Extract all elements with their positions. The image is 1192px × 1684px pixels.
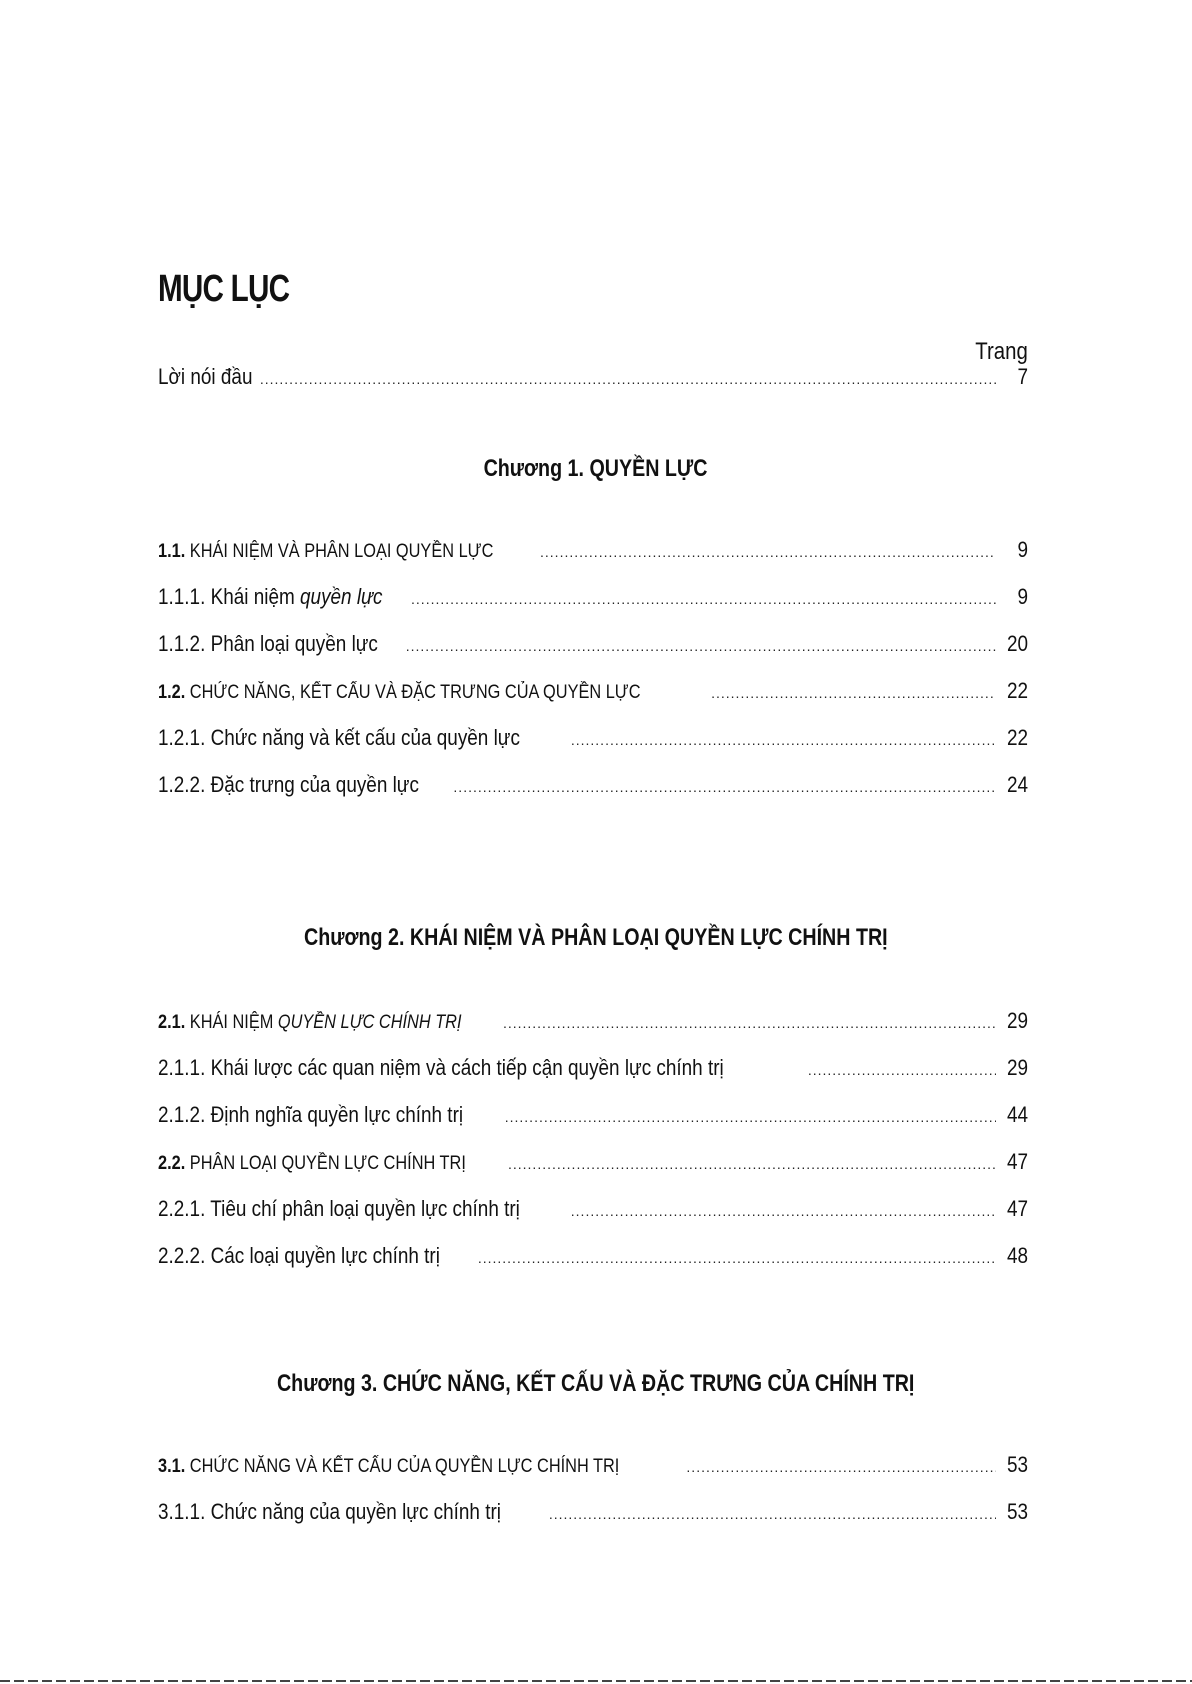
toc-entry-label: Lời nói đầu — [158, 364, 253, 389]
chapter-heading-text: Chương 2. KHÁI NIỆM VÀ PHÂN LOẠI QUYỀN LỰC CHÍNH TRỊ — [304, 924, 888, 951]
toc-entry-number: 1.1.1. — [158, 584, 206, 609]
toc-entry[interactable] — [158, 629, 1028, 659]
toc-entry-label — [158, 770, 419, 800]
toc-entry-page: 47 — [1006, 1196, 1028, 1221]
toc-entry[interactable] — [158, 1450, 1028, 1480]
toc-entry-label — [158, 723, 520, 753]
toc-entry-number: 2.1.2. — [158, 1102, 206, 1127]
toc-entry-page: 53 — [1006, 1452, 1028, 1477]
toc-entry[interactable] — [158, 1194, 1028, 1224]
toc-entry[interactable] — [158, 676, 1028, 706]
toc-entry-page: 7 — [1017, 364, 1028, 389]
toc-entry-title: Chức năng và kết cấu của quyền lực — [210, 725, 520, 750]
toc-entry-label — [158, 1100, 463, 1130]
toc-entry-page: 47 — [1006, 1149, 1028, 1174]
toc-entry-page: 29 — [1006, 1055, 1028, 1080]
toc-entry-number: 2.2.2. — [158, 1243, 206, 1268]
toc-entry-title: Khái lược các quan niệm và cách tiếp cận quyền lực chính trị — [210, 1055, 724, 1080]
dot-leader — [571, 725, 996, 755]
toc-entry-title: Tiêu chí phân loại quyền lực chính trị — [210, 1196, 520, 1221]
toc-entry[interactable] — [158, 1497, 1028, 1527]
toc-entry-intro[interactable] — [158, 362, 1028, 392]
dot-leader — [478, 1243, 996, 1273]
toc-entry-number: 2.1. — [158, 1012, 186, 1033]
toc-entry-label — [158, 1053, 724, 1083]
toc-entry-number: 1.2. — [158, 682, 186, 703]
dot-leader — [808, 1055, 996, 1085]
toc-entry[interactable] — [158, 1241, 1028, 1271]
toc-entry-label — [158, 629, 378, 659]
toc-entry-page: 53 — [1006, 1499, 1028, 1524]
page-bottom-edge — [0, 1680, 1192, 1682]
dot-leader — [549, 1499, 996, 1529]
toc-entry-label — [158, 678, 641, 708]
dot-leader — [406, 631, 996, 661]
toc-entry-title: Đặc trưng của quyền lực — [210, 772, 419, 797]
toc-entry-number: 1.1.2. — [158, 631, 206, 656]
toc-entry-label — [158, 1008, 462, 1038]
toc-entry-title: PHÂN LOẠI QUYỀN LỰC CHÍNH TRỊ — [189, 1153, 466, 1174]
dot-leader — [505, 1102, 996, 1132]
dot-leader — [503, 1008, 996, 1038]
dot-leader — [571, 1196, 996, 1226]
dot-leader — [508, 1149, 996, 1179]
dot-leader — [540, 537, 996, 567]
dot-leader — [411, 584, 996, 614]
toc-entry[interactable] — [158, 582, 1028, 612]
toc-entry-title: Chức năng của quyền lực chính trị — [210, 1499, 501, 1524]
toc-entry-title: Định nghĩa quyền lực chính trị — [210, 1102, 464, 1127]
toc-entry-page: 22 — [1006, 725, 1028, 750]
toc-entry-title: Các loại quyền lực chính trị — [210, 1243, 440, 1268]
toc-entry[interactable] — [158, 770, 1028, 800]
toc-entry-title-italic: quyền lực — [300, 584, 383, 609]
toc-entry-number: 2.2.1. — [158, 1196, 206, 1221]
toc-entry-page: 9 — [1017, 537, 1028, 562]
toc-entry-number: 3.1. — [158, 1456, 186, 1477]
toc-entry-label — [158, 1149, 466, 1179]
toc-entry[interactable] — [158, 1100, 1028, 1130]
toc-entry-label — [158, 1452, 619, 1482]
dot-leader — [686, 1452, 996, 1482]
toc-entry-page: 29 — [1006, 1008, 1028, 1033]
page-title: MỤC LỤC — [158, 268, 290, 310]
toc-entry-title: KHÁI NIỆM — [189, 1012, 274, 1033]
toc-entry-page: 20 — [1006, 631, 1028, 656]
page-column-label: Trang — [975, 338, 1028, 365]
toc-entry-title: KHÁI NIỆM VÀ PHÂN LOẠI QUYỀN LỰC — [189, 541, 494, 562]
chapter-heading-1 — [0, 455, 1192, 483]
chapter-heading-2 — [0, 924, 1192, 952]
chapter-heading-text: Chương 3. CHỨC NĂNG, KẾT CẤU VÀ ĐẶC TRƯNG CỦA CHÍNH TRỊ — [277, 1370, 915, 1397]
toc-entry[interactable] — [158, 535, 1028, 565]
dot-leader — [260, 364, 996, 394]
toc-entry-title: Phân loại quyền lực — [210, 631, 378, 656]
toc-entry-label — [158, 1497, 501, 1527]
toc-entry-title: Khái niệm — [210, 584, 295, 609]
toc-entry-number: 3.1.1. — [158, 1499, 206, 1524]
toc-entry-title: CHỨC NĂNG, KẾT CẤU VÀ ĐẶC TRƯNG CỦA QUYỀN LỰC — [189, 682, 641, 703]
toc-entry-label — [158, 537, 493, 567]
toc-entry-label — [158, 1241, 440, 1271]
dot-leader — [711, 678, 996, 708]
toc-entry-page: 9 — [1017, 584, 1028, 609]
toc-entry-number: 1.2.1. — [158, 725, 206, 750]
toc-entry-number: 1.2.2. — [158, 772, 206, 797]
toc-entry-label — [158, 1194, 520, 1224]
chapter-heading-3 — [0, 1370, 1192, 1398]
toc-entry-page: 24 — [1006, 772, 1028, 797]
dot-leader — [453, 772, 996, 802]
toc-entry-title-italic: QUYỀN LỰC CHÍNH TRỊ — [277, 1012, 462, 1033]
toc-entry-page: 22 — [1006, 678, 1028, 703]
toc-entry[interactable] — [158, 1006, 1028, 1036]
chapter-heading-text: Chương 1. QUYỀN LỰC — [484, 455, 708, 482]
toc-entry-page: 48 — [1006, 1243, 1028, 1268]
toc-entry-number: 1.1. — [158, 541, 186, 562]
toc-entry-label — [158, 582, 382, 612]
toc-entry-number: 2.2. — [158, 1153, 186, 1174]
toc-entry[interactable] — [158, 723, 1028, 753]
toc-entry[interactable] — [158, 1147, 1028, 1177]
toc-entry-page: 44 — [1006, 1102, 1028, 1127]
toc-entry-number: 2.1.1. — [158, 1055, 206, 1080]
toc-entry-title: CHỨC NĂNG VÀ KẾT CẤU CỦA QUYỀN LỰC CHÍNH TRỊ — [189, 1456, 620, 1477]
toc-entry[interactable] — [158, 1053, 1028, 1083]
